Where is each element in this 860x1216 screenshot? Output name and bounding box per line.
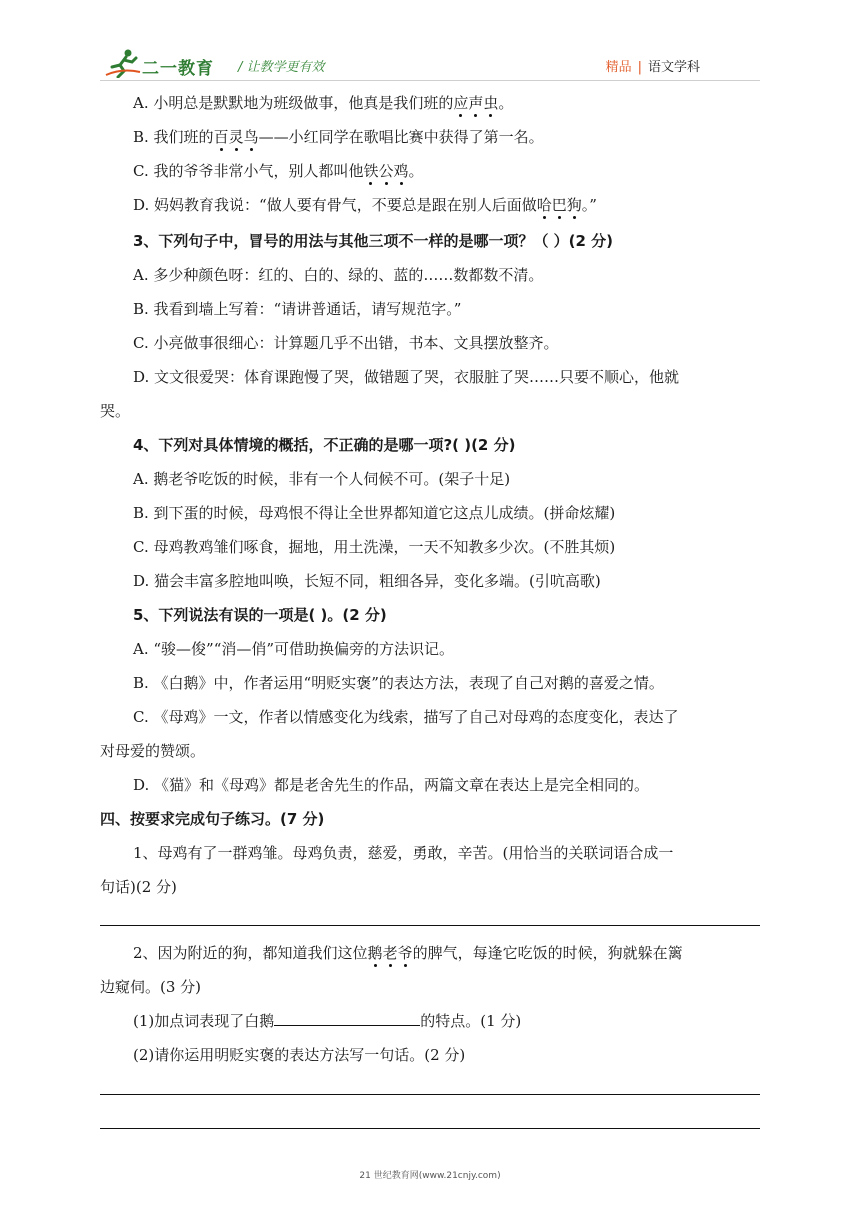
answer-line[interactable]	[100, 1094, 760, 1095]
q2-d-text: D. 妈妈教育我说：“做人要有骨气，不要总是跟在别人后面做	[133, 196, 537, 214]
q5-option-a: A. “骏—俊”“消—俏”可借助换偏旁的方法识记。	[133, 640, 455, 658]
q3-option-b: B. 我看到墙上写着：“请讲普通话，请写规范字。”	[133, 300, 462, 318]
q3-option-d-line2: 哭。	[100, 402, 131, 420]
q2-a-end: 。	[498, 94, 514, 112]
q4-title: 4、下列对具体情境的概括，不正确的是哪一项?( )(2 分)	[133, 436, 516, 454]
subject-label: 语文学科	[647, 60, 700, 75]
logo-text: 二一教育	[142, 59, 214, 79]
q3-title: 3、下列句子中，冒号的用法与其他三项不一样的是哪一项？（ ）(2 分)	[133, 232, 614, 250]
s4-q2-sub2: (2)请你运用明贬实褒的表达方法写一句话。(2 分)	[133, 1046, 466, 1064]
s4-q2-line2: 边窥伺。(3 分)	[100, 978, 202, 996]
q4-option-b: B. 到下蛋的时候，母鸡恨不得让全世界都知道它这点儿成绩。(拼命炫耀)	[133, 504, 616, 522]
section4-title: 四、按要求完成句子练习。(7 分)	[100, 810, 325, 828]
s4-q2-sub1	[133, 1011, 521, 1031]
runner-logo-icon	[104, 48, 142, 82]
q5-option-c-line2: 对母爱的赞颂。	[100, 742, 206, 760]
q4-option-c: C. 母鸡教鸡雏们啄食，掘地，用土洗澡，一天不知教多少次。(不胜其烦)	[133, 538, 616, 556]
q2-option-d	[133, 195, 597, 215]
header-divider	[100, 80, 760, 81]
dotted-char: 声	[468, 94, 484, 112]
q4-option-d: D. 猫会丰富多腔地叫唤，长短不同，粗细各异，变化多端。(引吭高歌)	[133, 572, 601, 590]
dotted-char: 应	[453, 94, 469, 112]
dotted-char: 爷	[397, 944, 413, 962]
slogan: / 让教学更有效	[238, 60, 325, 75]
dotted-char: 鸟	[243, 128, 259, 146]
q3-option-d-line1: D. 文文很爱哭：体育课跑慢了哭，做错题了哭，衣服脏了哭……只要不顺心，他就	[133, 368, 680, 386]
q5-option-b: B. 《白鹅》中，作者运用“明贬实褒”的表达方法，表现了自己对鹅的喜爱之情。	[133, 674, 664, 692]
dotted-char: 鹅	[367, 944, 383, 962]
dotted-char: 虫	[483, 94, 499, 112]
s4-q2-text-end: 的脾气，每逢它吃饭的时候，狗就躲在篱	[412, 944, 683, 962]
dotted-char: 哈	[536, 196, 552, 214]
q2-option-a	[133, 93, 513, 113]
answer-line[interactable]	[100, 925, 760, 926]
s4-q1-line1: 1、母鸡有了一群鸡雏。母鸡负责，慈爱，勇敢，辛苦。(用恰当的关联词语合成一	[133, 844, 674, 862]
page-footer: 21 世纪教育网(www.21cnjy.com)	[359, 1171, 501, 1181]
q2-b-text: B. 我们班的	[133, 128, 214, 146]
q2-option-b	[133, 127, 544, 147]
answer-line[interactable]	[100, 1128, 760, 1129]
dotted-char: 灵	[228, 128, 244, 146]
dotted-char: 百	[213, 128, 229, 146]
q3-option-c: C. 小亮做事很细心：计算题几乎不出错，书本、文具摆放整齐。	[133, 334, 559, 352]
q2-c-text: C. 我的爷爷非常小气，别人都叫他	[133, 162, 364, 180]
dotted-char: 鸡	[393, 162, 409, 180]
q2-b-end: ——小红同学在歌唱比赛中获得了第一名。	[258, 128, 544, 146]
q3-option-a: A. 多少种颜色呀：红的、白的、绿的、蓝的……数都数不清。	[133, 266, 544, 284]
s4-q1-line2: 句话)(2 分)	[100, 878, 177, 896]
dotted-char: 公	[378, 162, 394, 180]
dotted-char: 老	[382, 944, 398, 962]
q5-option-c-line1: C. 《母鸡》一文，作者以情感变化为线索，描写了自己对母鸡的态度变化，表达了	[133, 708, 679, 726]
q5-title: 5、下列说法有误的一项是( )。(2 分)	[133, 606, 387, 624]
q2-c-end: 。	[408, 162, 424, 180]
s4-q2-sub1-end: 的特点。(1 分)	[420, 1012, 522, 1030]
header-separator: |	[637, 60, 642, 75]
page-header	[100, 44, 760, 84]
q2-a-text: A. 小明总是默默地为班级做事，他真是我们班的	[133, 94, 454, 112]
quality-label: 精品	[605, 60, 632, 75]
q5-option-d: D. 《猫》和《母鸡》都是老舍先生的作品，两篇文章在表达上是完全相同的。	[133, 776, 650, 794]
header-right	[606, 56, 700, 75]
s4-q2-line1	[133, 943, 683, 963]
s4-q2-text: 2、因为附近的狗，都知道我们这位	[133, 944, 368, 962]
q4-option-a: A. 鹅老爷吃饭的时候，非有一个人伺候不可。(架子十足)	[133, 470, 511, 488]
s4-q2-sub1-text: (1)加点词表现了白鹅	[133, 1012, 275, 1030]
dotted-char: 铁	[363, 162, 379, 180]
fill-blank[interactable]	[274, 1025, 420, 1026]
dotted-char: 狗	[566, 196, 582, 214]
dotted-char: 巴	[551, 196, 567, 214]
q2-option-c	[133, 161, 424, 181]
q2-d-end: 。”	[581, 196, 597, 214]
